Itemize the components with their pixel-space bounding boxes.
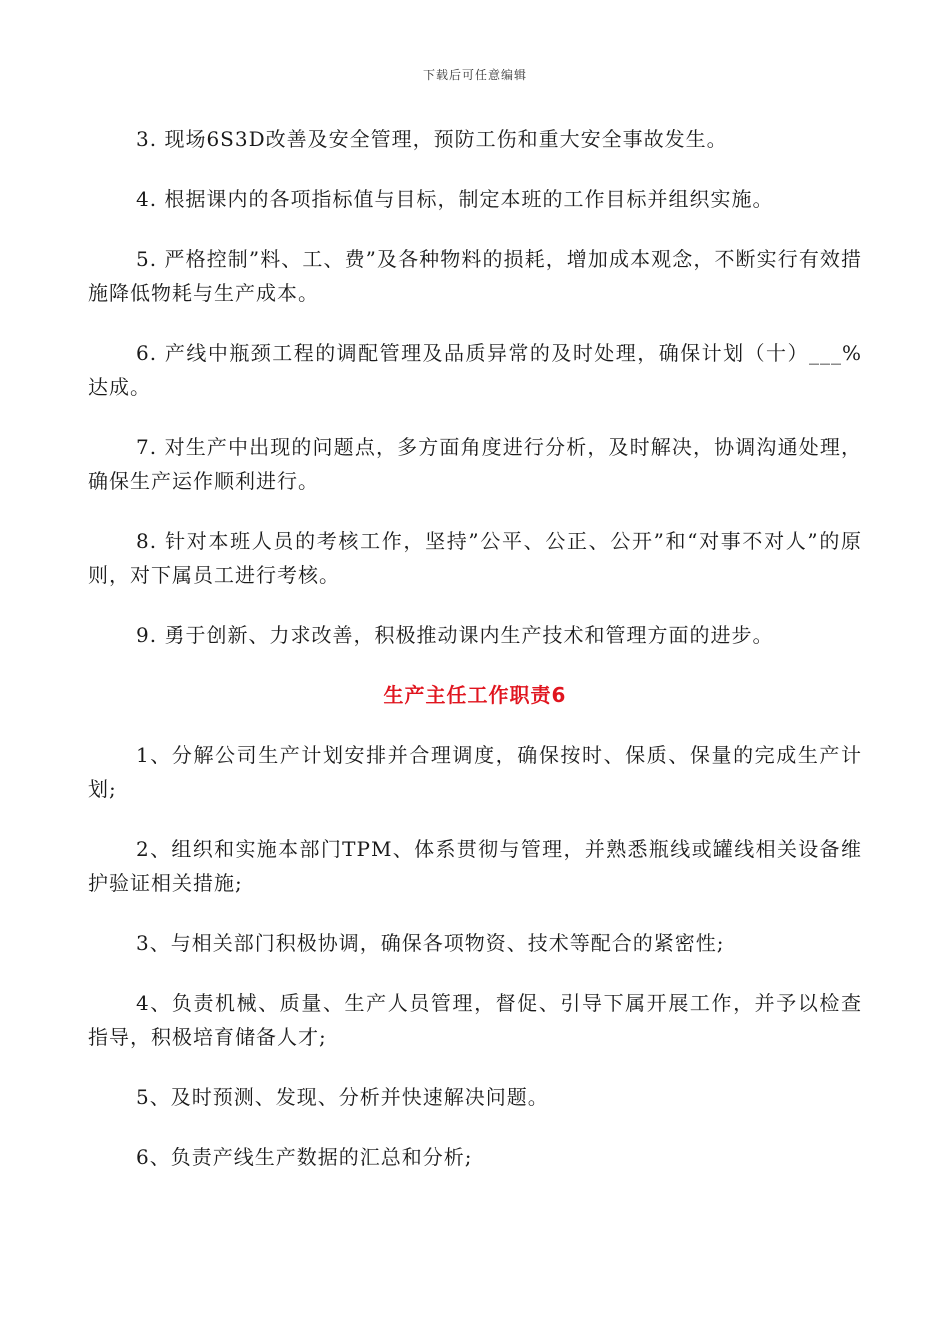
paragraph-item-7: 7. 对生产中出现的问题点，多方面角度进行分析，及时解决，协调沟通处理，确保生产运作顺利进行。 <box>88 435 862 493</box>
page-header: 下载后可任意编辑 <box>422 68 527 82</box>
duty-item-3: 3、与相关部门积极协调，确保各项物资、技术等配合的紧密性; <box>136 931 725 955</box>
paragraph-item-8: 8. 针对本班人员的考核工作，坚持”公平、公正、公开”和“对事不对人”的原则，对下属员工进行考核。 <box>88 529 862 587</box>
paragraph-item-5: 5. 严格控制”料、工、费”及各种物料的损耗，增加成本观念，不断实行有效措施降低物耗与生产成本。 <box>88 247 862 305</box>
duty-item-2: 2、组织和实施本部门TPM、体系贯彻与管理，并熟悉瓶线或罐线相关设备维护验证相关措施; <box>88 837 862 895</box>
paragraph-item-3: 3. 现场6S3D改善及安全管理，预防工伤和重大安全事故发生。 <box>136 127 728 151</box>
duty-item-1: 1、分解公司生产计划安排并合理调度，确保按时、保质、保量的完成生产计划; <box>88 743 862 801</box>
duty-item-4: 4、负责机械、质量、生产人员管理，督促、引导下属开展工作，并予以检查指导，积极培育储备人才; <box>88 991 862 1049</box>
paragraph-item-9: 9. 勇于创新、力求改善，积极推动课内生产技术和管理方面的进步。 <box>136 623 774 647</box>
document-body <box>88 122 862 1200</box>
section-heading: 生产主任工作职责6 <box>383 683 567 707</box>
paragraph-item-4: 4. 根据课内的各项指标值与目标，制定本班的工作目标并组织实施。 <box>136 187 774 211</box>
duty-item-6: 6、负责产线生产数据的汇总和分析; <box>136 1145 473 1169</box>
paragraph-item-6: 6. 产线中瓶颈工程的调配管理及品质异常的及时处理，确保计划（十）___%达成。 <box>88 341 862 399</box>
duty-item-5: 5、及时预测、发现、分析并快速解决问题。 <box>136 1085 549 1109</box>
